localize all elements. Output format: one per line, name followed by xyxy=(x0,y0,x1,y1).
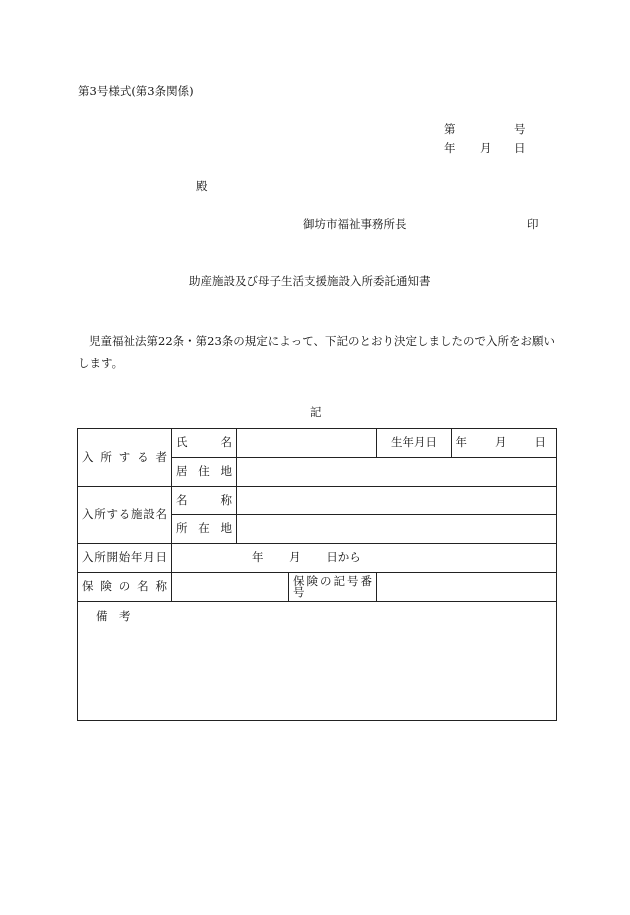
row-start-date xyxy=(78,544,557,573)
body-text: 児童福祉法第22条・第23条の規定によって、下記のとおり決定しましたので入所をお願いします。 xyxy=(78,334,556,370)
facility-location-label: 所 在 地 xyxy=(172,515,237,544)
insurance-number-label: 保険の記号番号 xyxy=(289,573,377,602)
birthdate-year-unit: 年 xyxy=(455,435,467,450)
birthdate-label: 生年月日 xyxy=(377,429,452,458)
insurance-number-value[interactable] xyxy=(377,573,557,602)
start-day-unit: 日から xyxy=(326,550,361,565)
insurance-name-label: 保 険 の 名 称 xyxy=(78,573,172,602)
form-number: 第3号様式(第3条関係) xyxy=(78,84,194,98)
issuer-name: 御坊市福祉事務所長 xyxy=(303,217,407,231)
issuer-seal: 印 xyxy=(527,217,539,231)
doc-number-go: 号 xyxy=(514,122,526,136)
address-value[interactable] xyxy=(237,458,557,487)
document-title: 助産施設及び母子生活支援施設入所委託通知書 xyxy=(189,274,431,288)
start-date-label: 入所開始年月日 xyxy=(78,544,172,573)
addressee-suffix: 殿 xyxy=(196,179,208,193)
row-person-name xyxy=(78,429,557,458)
address-label: 居 住 地 xyxy=(172,458,237,487)
insurance-name-value[interactable] xyxy=(172,573,289,602)
ki-heading: 記 xyxy=(310,405,322,419)
remarks-label: 備 考 xyxy=(96,609,131,623)
birthdate-units xyxy=(456,437,552,449)
start-year-unit: 年 xyxy=(252,550,264,565)
row-remarks xyxy=(78,602,557,721)
doc-number-dai: 第 xyxy=(444,122,456,136)
remarks-cell[interactable] xyxy=(78,602,557,721)
details-table xyxy=(77,428,557,721)
facility-name-value[interactable] xyxy=(237,487,557,515)
date-day: 日 xyxy=(514,141,526,155)
row-insurance xyxy=(78,573,557,602)
facility-location-value[interactable] xyxy=(237,515,557,544)
date-month: 月 xyxy=(480,141,492,155)
start-month-unit: 月 xyxy=(289,550,301,565)
birthdate-day-unit: 日 xyxy=(534,435,546,450)
person-label: 入 所 す る 者 xyxy=(78,429,172,487)
date-year: 年 xyxy=(444,141,456,155)
facility-label: 入所する施設名 xyxy=(78,487,172,544)
birthdate-month-unit: 月 xyxy=(495,435,507,450)
start-date-value[interactable] xyxy=(172,544,557,573)
row-facility-name xyxy=(78,487,557,515)
facility-name-label: 名 称 xyxy=(172,487,237,515)
name-label: 氏 名 xyxy=(172,429,237,458)
name-value[interactable] xyxy=(237,429,377,458)
birthdate-value[interactable] xyxy=(452,429,557,458)
